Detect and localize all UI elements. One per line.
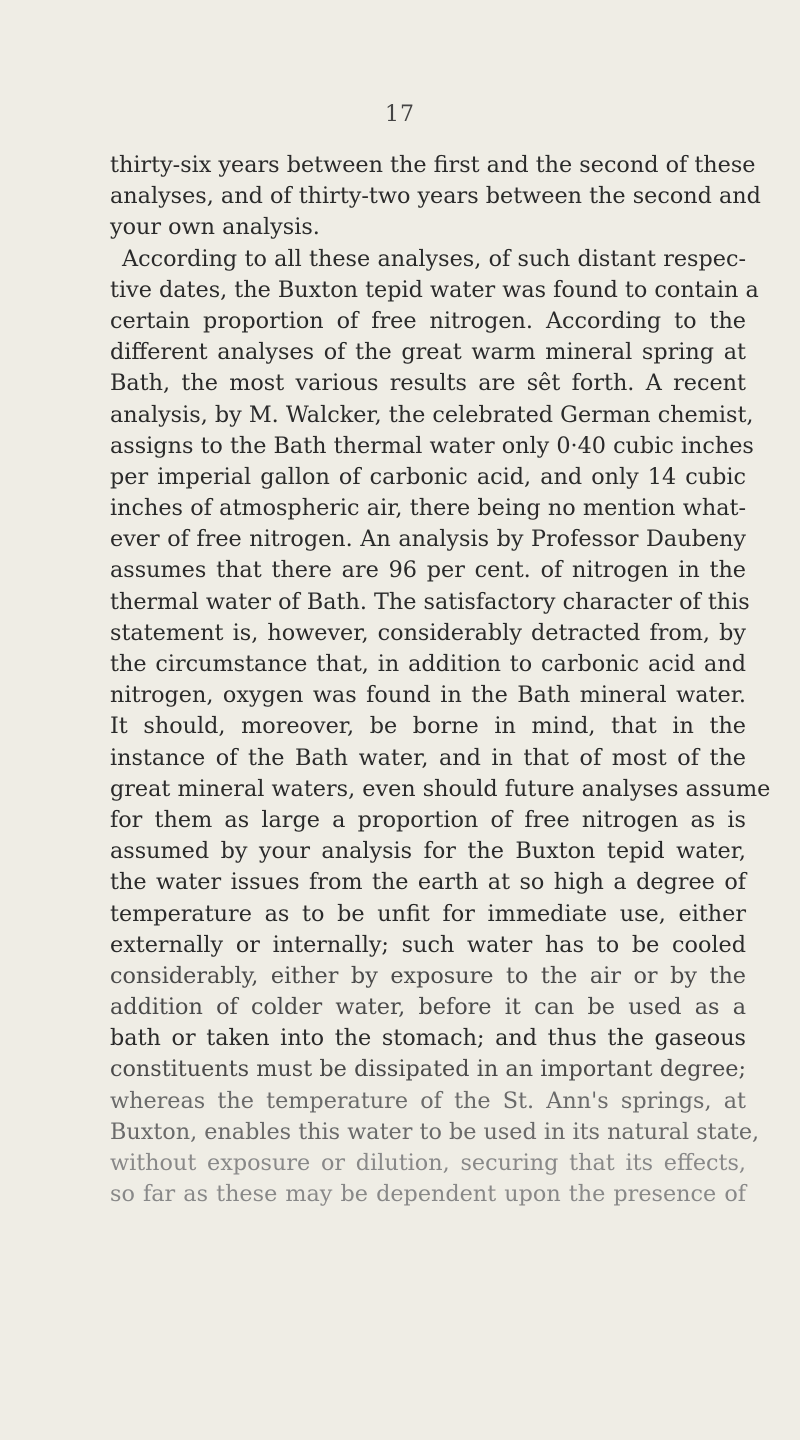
body-text (110, 150, 771, 1210)
text-line: thermal water of Bath. The satisfactory character of this (110, 588, 750, 615)
text-line: externally or internally; such water has to be cooled (110, 931, 746, 958)
text-line: analysis, by M. Walcker, the celebrated German chemist, (110, 401, 754, 428)
text-line: certain proportion of free nitrogen. According to the (110, 307, 746, 334)
text-line: assumed by your analysis for the Buxton tepid water, (110, 838, 746, 865)
text-line: addition of colder water, before it can be used as a (110, 994, 746, 1021)
text-line: whereas the temperature of the St. Ann's springs, at (110, 1087, 746, 1114)
text-line: According to all these analyses, of such distant respec- (122, 245, 746, 272)
text-line: tive dates, the Buxton tepid water was found to contain a (110, 276, 759, 303)
text-line: statement is, however, considerably detracted from, by (110, 619, 746, 646)
text-line: your own analysis. (110, 214, 320, 241)
text-line: the water issues from the earth at so high a degree of (110, 869, 746, 896)
text-line: Bath, the most various results are sêt forth. A recent (110, 370, 746, 397)
text-line: ever of free nitrogen. An analysis by Professor Daubeny (110, 526, 746, 553)
text-line: constituents must be dissipated in an important degree; (110, 1056, 746, 1083)
text-line: nitrogen, oxygen was found in the Bath mineral water. (110, 682, 746, 709)
text-line: thirty-six years between the first and the second of these (110, 152, 756, 178)
text-line: temperature as to be unfit for immediate use, either (110, 900, 746, 927)
text-line: assigns to the Bath thermal water only 0·40 cubic inches (110, 432, 754, 459)
text-line: Buxton, enables this water to be used in its natural state, (110, 1118, 760, 1145)
text-line: analyses, and of thirty-two years between the second and (110, 183, 761, 210)
text-line: the circumstance that, in addition to carbonic acid and (110, 651, 746, 677)
text-line: for them as large a proportion of free nitrogen as is (110, 806, 746, 833)
text-line: instance of the Bath water, and in that of most of the (110, 744, 746, 771)
text-line: per imperial gallon of carbonic acid, and only 14 cubic (110, 463, 746, 490)
text-line: inches of atmospheric air, there being no mention what- (110, 495, 746, 522)
text-line: It should, moreover, be borne in mind, that in the (110, 713, 746, 740)
text-line: so far as these may be dependent upon the presence of (110, 1181, 746, 1208)
text-line: assumes that there are 96 per cent. of nitrogen in the (110, 557, 746, 584)
text-line: without exposure or dilution, securing that its effects, (110, 1150, 746, 1176)
text-line: bath or taken into the stomach; and thus the gaseous (110, 1025, 746, 1052)
text-line: considerably, either by exposure to the air or by the (110, 962, 746, 989)
text-line: different analyses of the great warm mineral spring at (110, 339, 746, 366)
page-number: 17 (385, 102, 415, 127)
text-line: great mineral waters, even should future analyses assume (110, 775, 771, 802)
